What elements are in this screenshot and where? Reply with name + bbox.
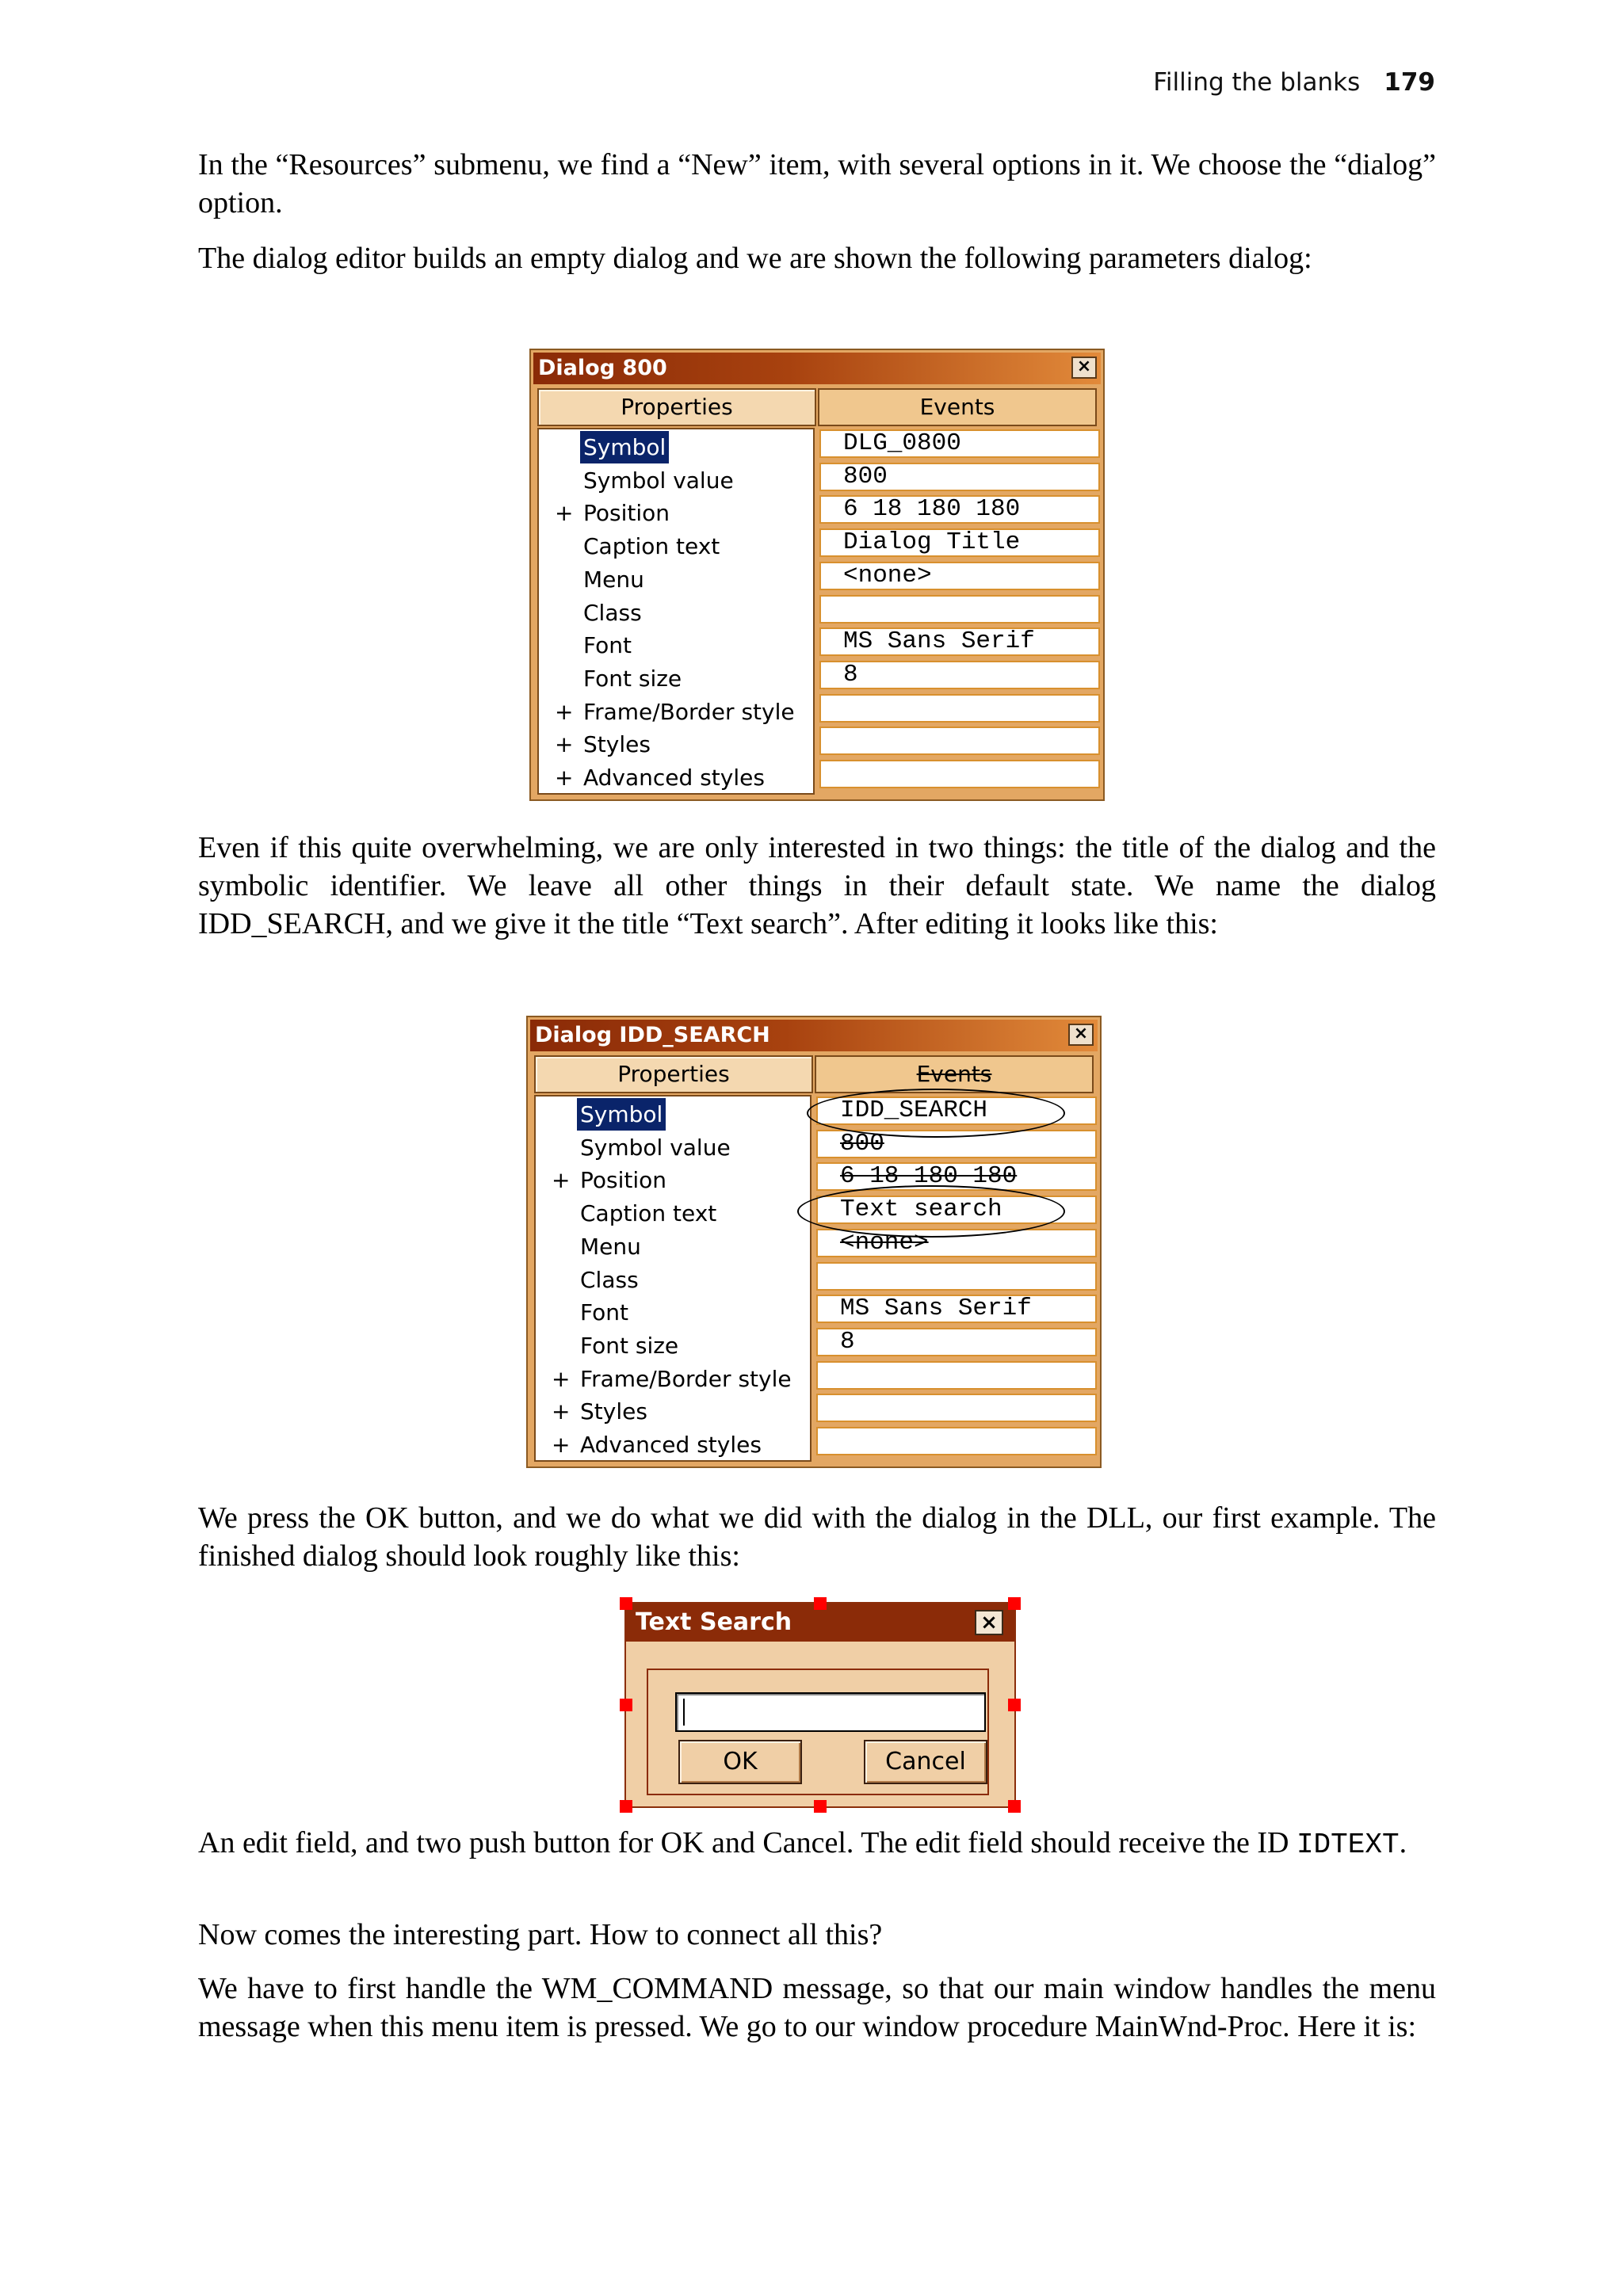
text-search-title: Text Search bbox=[636, 1608, 792, 1636]
property-value-field[interactable] bbox=[819, 429, 1100, 458]
property-value: Text search bbox=[840, 1196, 1002, 1224]
resize-handle-n[interactable] bbox=[814, 1597, 827, 1610]
expand-icon[interactable]: + bbox=[552, 1432, 571, 1458]
expand-icon[interactable]: + bbox=[555, 765, 574, 791]
property-value-field[interactable] bbox=[819, 495, 1100, 524]
property-label: Symbol value bbox=[580, 1134, 731, 1161]
paragraph-2: The dialog editor builds an empty dialog and we are shown the following parameters dialog: bbox=[198, 242, 1312, 275]
property-label: Menu bbox=[583, 566, 644, 593]
dialog-idd-search-title: Dialog IDD_SEARCH bbox=[535, 1023, 770, 1047]
property-label: Symbol bbox=[577, 1098, 666, 1131]
paragraph-4: We press the OK button, and we do what we did with the dialog in the DLL, our first example. The finished dialog should look roughly like this: bbox=[198, 1501, 1436, 1573]
resize-handle-sw[interactable] bbox=[620, 1800, 632, 1813]
property-value: 6 18 180 180 bbox=[840, 1162, 1018, 1191]
property-label: Font size bbox=[580, 1332, 679, 1359]
property-value: MS Sans Serif bbox=[840, 1295, 1032, 1323]
code-idtext: IDTEXT bbox=[1296, 1829, 1400, 1861]
tab-events[interactable]: Events bbox=[818, 388, 1097, 426]
property-label: Caption text bbox=[583, 533, 720, 560]
property-value: IDD_SEARCH bbox=[840, 1097, 988, 1124]
property-value-field[interactable] bbox=[819, 528, 1100, 557]
ok-button[interactable]: OK bbox=[678, 1740, 802, 1784]
property-names-panel bbox=[537, 428, 815, 795]
property-value: <none> bbox=[843, 561, 932, 589]
property-value-field[interactable] bbox=[819, 661, 1100, 689]
tab-properties[interactable]: Properties bbox=[537, 388, 816, 426]
search-text-input[interactable] bbox=[675, 1692, 986, 1732]
property-label: Class bbox=[580, 1266, 639, 1293]
property-value-field[interactable] bbox=[819, 627, 1100, 656]
expand-icon[interactable]: + bbox=[555, 731, 574, 758]
property-value-field[interactable] bbox=[816, 1427, 1097, 1455]
expand-icon[interactable]: + bbox=[555, 698, 574, 725]
property-value-field[interactable] bbox=[816, 1162, 1097, 1191]
property-value-field[interactable] bbox=[816, 1130, 1097, 1158]
paragraph-1: In the “Resources” submenu, we find a “New” item, with several options in it. We choose the “dialog” option. bbox=[198, 148, 1436, 219]
dialog-800-title: Dialog 800 bbox=[538, 356, 667, 380]
property-value-field[interactable] bbox=[819, 727, 1100, 755]
dialog-idd-search-properties bbox=[526, 1016, 1102, 1468]
resize-handle-s[interactable] bbox=[814, 1800, 827, 1813]
property-label: Advanced styles bbox=[580, 1432, 762, 1458]
paragraph-6: Now comes the interesting part. How to connect all this? bbox=[198, 1918, 883, 1951]
property-value-field[interactable] bbox=[816, 1295, 1097, 1323]
property-label: Styles bbox=[580, 1398, 647, 1425]
property-value-field[interactable] bbox=[816, 1196, 1097, 1224]
tab-properties[interactable]: Properties bbox=[534, 1055, 813, 1093]
section-title: Filling the blanks bbox=[1153, 68, 1361, 97]
property-label: Font bbox=[580, 1299, 628, 1326]
property-label: Frame/Border style bbox=[580, 1365, 792, 1392]
close-icon[interactable]: × bbox=[1068, 1024, 1094, 1046]
paragraph-7: We have to first handle the WM_COMMAND message, so that our main window handles the menu message when this menu item is pressed. We go to our window procedure MainWnd-Proc. Here it is: bbox=[198, 1972, 1436, 2043]
property-value-field[interactable] bbox=[816, 1229, 1097, 1257]
tab-events[interactable] bbox=[815, 1055, 1094, 1093]
property-value-field[interactable] bbox=[819, 463, 1100, 491]
property-value: 8 bbox=[840, 1327, 855, 1356]
property-label: Advanced styles bbox=[583, 765, 765, 791]
property-label: Position bbox=[580, 1167, 667, 1194]
dialog-800-properties bbox=[529, 349, 1105, 801]
property-label: Caption text bbox=[580, 1200, 717, 1227]
property-value: 800 bbox=[840, 1129, 884, 1158]
resize-handle-w[interactable] bbox=[620, 1699, 632, 1711]
property-label: Position bbox=[583, 500, 670, 527]
close-icon[interactable]: × bbox=[1071, 357, 1097, 379]
page-number: 179 bbox=[1384, 68, 1435, 97]
property-value: MS Sans Serif bbox=[843, 627, 1035, 656]
resize-handle-ne[interactable] bbox=[1008, 1597, 1021, 1610]
expand-icon[interactable]: + bbox=[552, 1365, 571, 1392]
close-icon[interactable]: × bbox=[975, 1610, 1003, 1635]
property-label: Styles bbox=[583, 731, 651, 758]
cancel-button[interactable]: Cancel bbox=[864, 1740, 987, 1784]
resize-handle-se[interactable] bbox=[1008, 1800, 1021, 1813]
property-value-field[interactable] bbox=[819, 694, 1100, 723]
dialog-idd-search-titlebar bbox=[530, 1020, 1098, 1051]
property-label: Frame/Border style bbox=[583, 698, 795, 725]
property-value-field[interactable] bbox=[816, 1097, 1097, 1125]
resize-handle-nw[interactable] bbox=[620, 1597, 632, 1610]
property-value-field[interactable] bbox=[816, 1328, 1097, 1356]
dialog-800-titlebar bbox=[533, 353, 1101, 384]
property-value-field[interactable] bbox=[819, 562, 1100, 590]
property-value-field[interactable] bbox=[819, 595, 1100, 624]
property-value: DLG_0800 bbox=[843, 429, 961, 457]
text-search-dialog bbox=[624, 1602, 1016, 1808]
tab-events-label: Events bbox=[916, 1061, 992, 1087]
expand-icon[interactable]: + bbox=[555, 500, 574, 527]
paragraph-5-end: . bbox=[1399, 1826, 1407, 1859]
property-value: 6 18 180 180 bbox=[843, 495, 1021, 524]
paragraph-5-text: An edit field, and two push button for OK and Cancel. The edit field should receive the ID bbox=[198, 1826, 1296, 1859]
property-value: <none> bbox=[840, 1228, 929, 1257]
property-value: Dialog Title bbox=[843, 528, 1021, 557]
property-value-field[interactable] bbox=[816, 1361, 1097, 1390]
property-label: Class bbox=[583, 599, 642, 626]
property-value-field[interactable] bbox=[816, 1394, 1097, 1422]
expand-icon[interactable]: + bbox=[552, 1167, 571, 1194]
resize-handle-e[interactable] bbox=[1008, 1699, 1021, 1711]
property-label: Font size bbox=[583, 665, 682, 692]
paragraph-3: Even if this quite overwhelming, we are only interested in two things: the title of the dialog and the symbolic identifier. We leave all other things in their default state. We name the dialog IDD_SEARCH, and we give it the title “Text search”. After editing it looks like this: bbox=[198, 831, 1436, 940]
property-label: Symbol value bbox=[583, 467, 734, 494]
property-label: Menu bbox=[580, 1233, 641, 1260]
running-header bbox=[1153, 68, 1435, 97]
property-label: Font bbox=[583, 632, 632, 659]
property-names-panel bbox=[534, 1095, 812, 1462]
property-label: Symbol bbox=[580, 431, 669, 463]
text-caret bbox=[683, 1699, 685, 1726]
property-value: 8 bbox=[843, 660, 858, 688]
property-value-field[interactable] bbox=[816, 1262, 1097, 1291]
paragraph-5 bbox=[198, 1824, 1436, 1864]
expand-icon[interactable]: + bbox=[552, 1398, 571, 1425]
property-value-field[interactable] bbox=[819, 760, 1100, 788]
property-value: 800 bbox=[843, 462, 888, 490]
